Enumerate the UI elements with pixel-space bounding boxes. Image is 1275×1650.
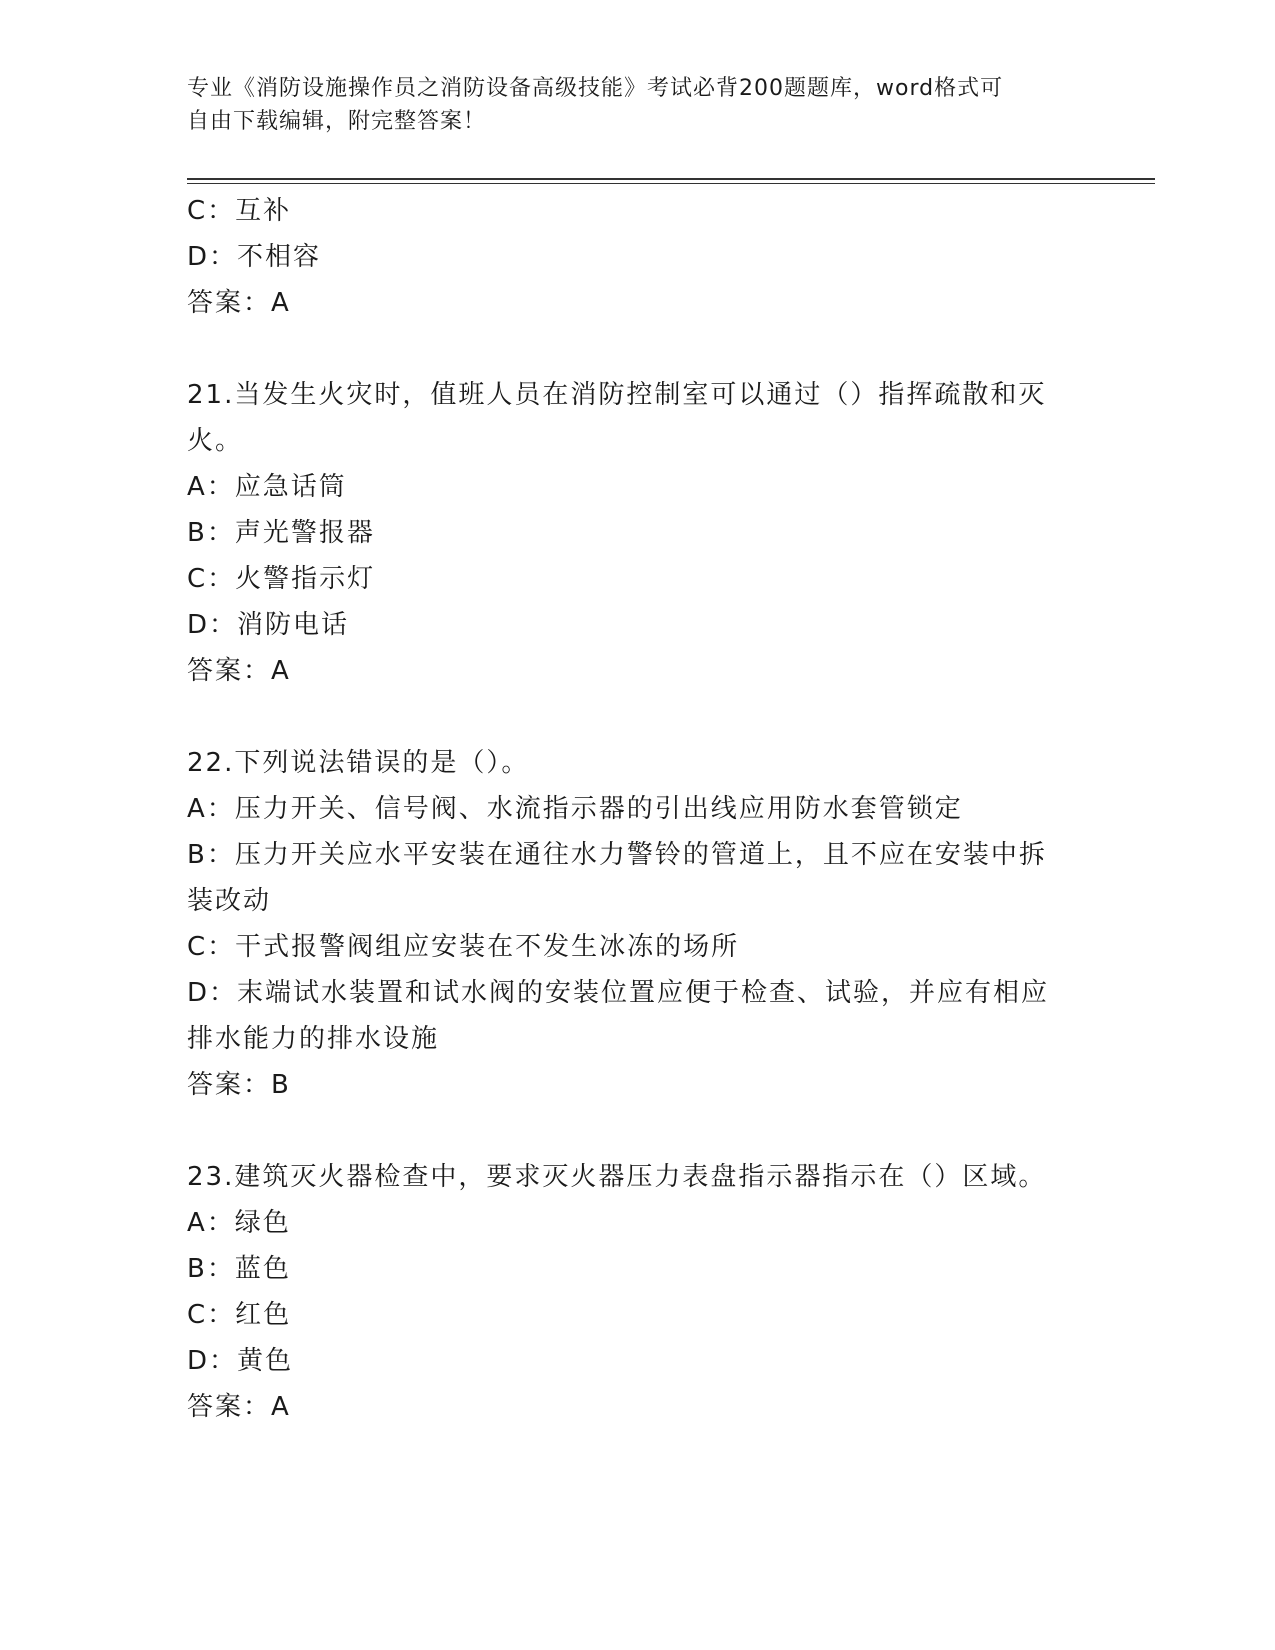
option-b-cont: 装改动: [187, 886, 272, 916]
question-21: [187, 372, 1087, 694]
header-rule-thin: [187, 183, 1155, 184]
header-line-2: 自由下载编辑，附完整答案！: [187, 109, 487, 134]
option-d-cont: 排水能力的排水设施: [187, 1024, 440, 1054]
page-header: [187, 72, 1067, 138]
answer: 答案：A: [187, 656, 291, 686]
question-stem: 23.建筑灭火器检查中，要求灭火器压力表盘指示器指示在（）区域。: [187, 1162, 1047, 1192]
option-a: A：应急话筒: [187, 472, 347, 502]
question-list: [187, 188, 1087, 1430]
option-d: D：不相容: [187, 242, 322, 272]
answer: 答案：A: [187, 288, 291, 318]
answer: 答案：A: [187, 1392, 291, 1422]
question-stem-cont: 火。: [187, 426, 244, 456]
question-stem: 21.当发生火灾时，值班人员在消防控制室可以通过（）指挥疏散和灭: [187, 380, 1047, 410]
option-a: A：绿色: [187, 1208, 291, 1238]
question-stem: 22.下列说法错误的是（）。: [187, 748, 530, 778]
option-c: C：火警指示灯: [187, 564, 376, 594]
option-c: C：红色: [187, 1300, 292, 1330]
answer: 答案：B: [187, 1070, 291, 1100]
question-22: [187, 740, 1087, 1108]
previous-question-tail: [187, 188, 1087, 326]
option-a: A：压力开关、信号阀、水流指示器的引出线应用防水套管锁定: [187, 794, 963, 824]
question-23: [187, 1154, 1087, 1430]
option-b: B：蓝色: [187, 1254, 291, 1284]
header-rule-thick: [187, 178, 1155, 180]
option-d: D：消防电话: [187, 610, 350, 640]
option-d: D：末端试水装置和试水阀的安装位置应便于检查、试验，并应有相应: [187, 978, 1050, 1008]
option-d: D：黄色: [187, 1346, 294, 1376]
header-line-1: 专业《消防设施操作员之消防设备高级技能》考试必背200题题库，word格式可: [187, 76, 1004, 101]
option-b: B：压力开关应水平安装在通往水力警铃的管道上，且不应在安装中拆: [187, 840, 1047, 870]
option-c: C：互补: [187, 196, 292, 226]
option-b: B：声光警报器: [187, 518, 375, 548]
option-c: C：干式报警阀组应安装在不发生冰冻的场所: [187, 932, 740, 962]
